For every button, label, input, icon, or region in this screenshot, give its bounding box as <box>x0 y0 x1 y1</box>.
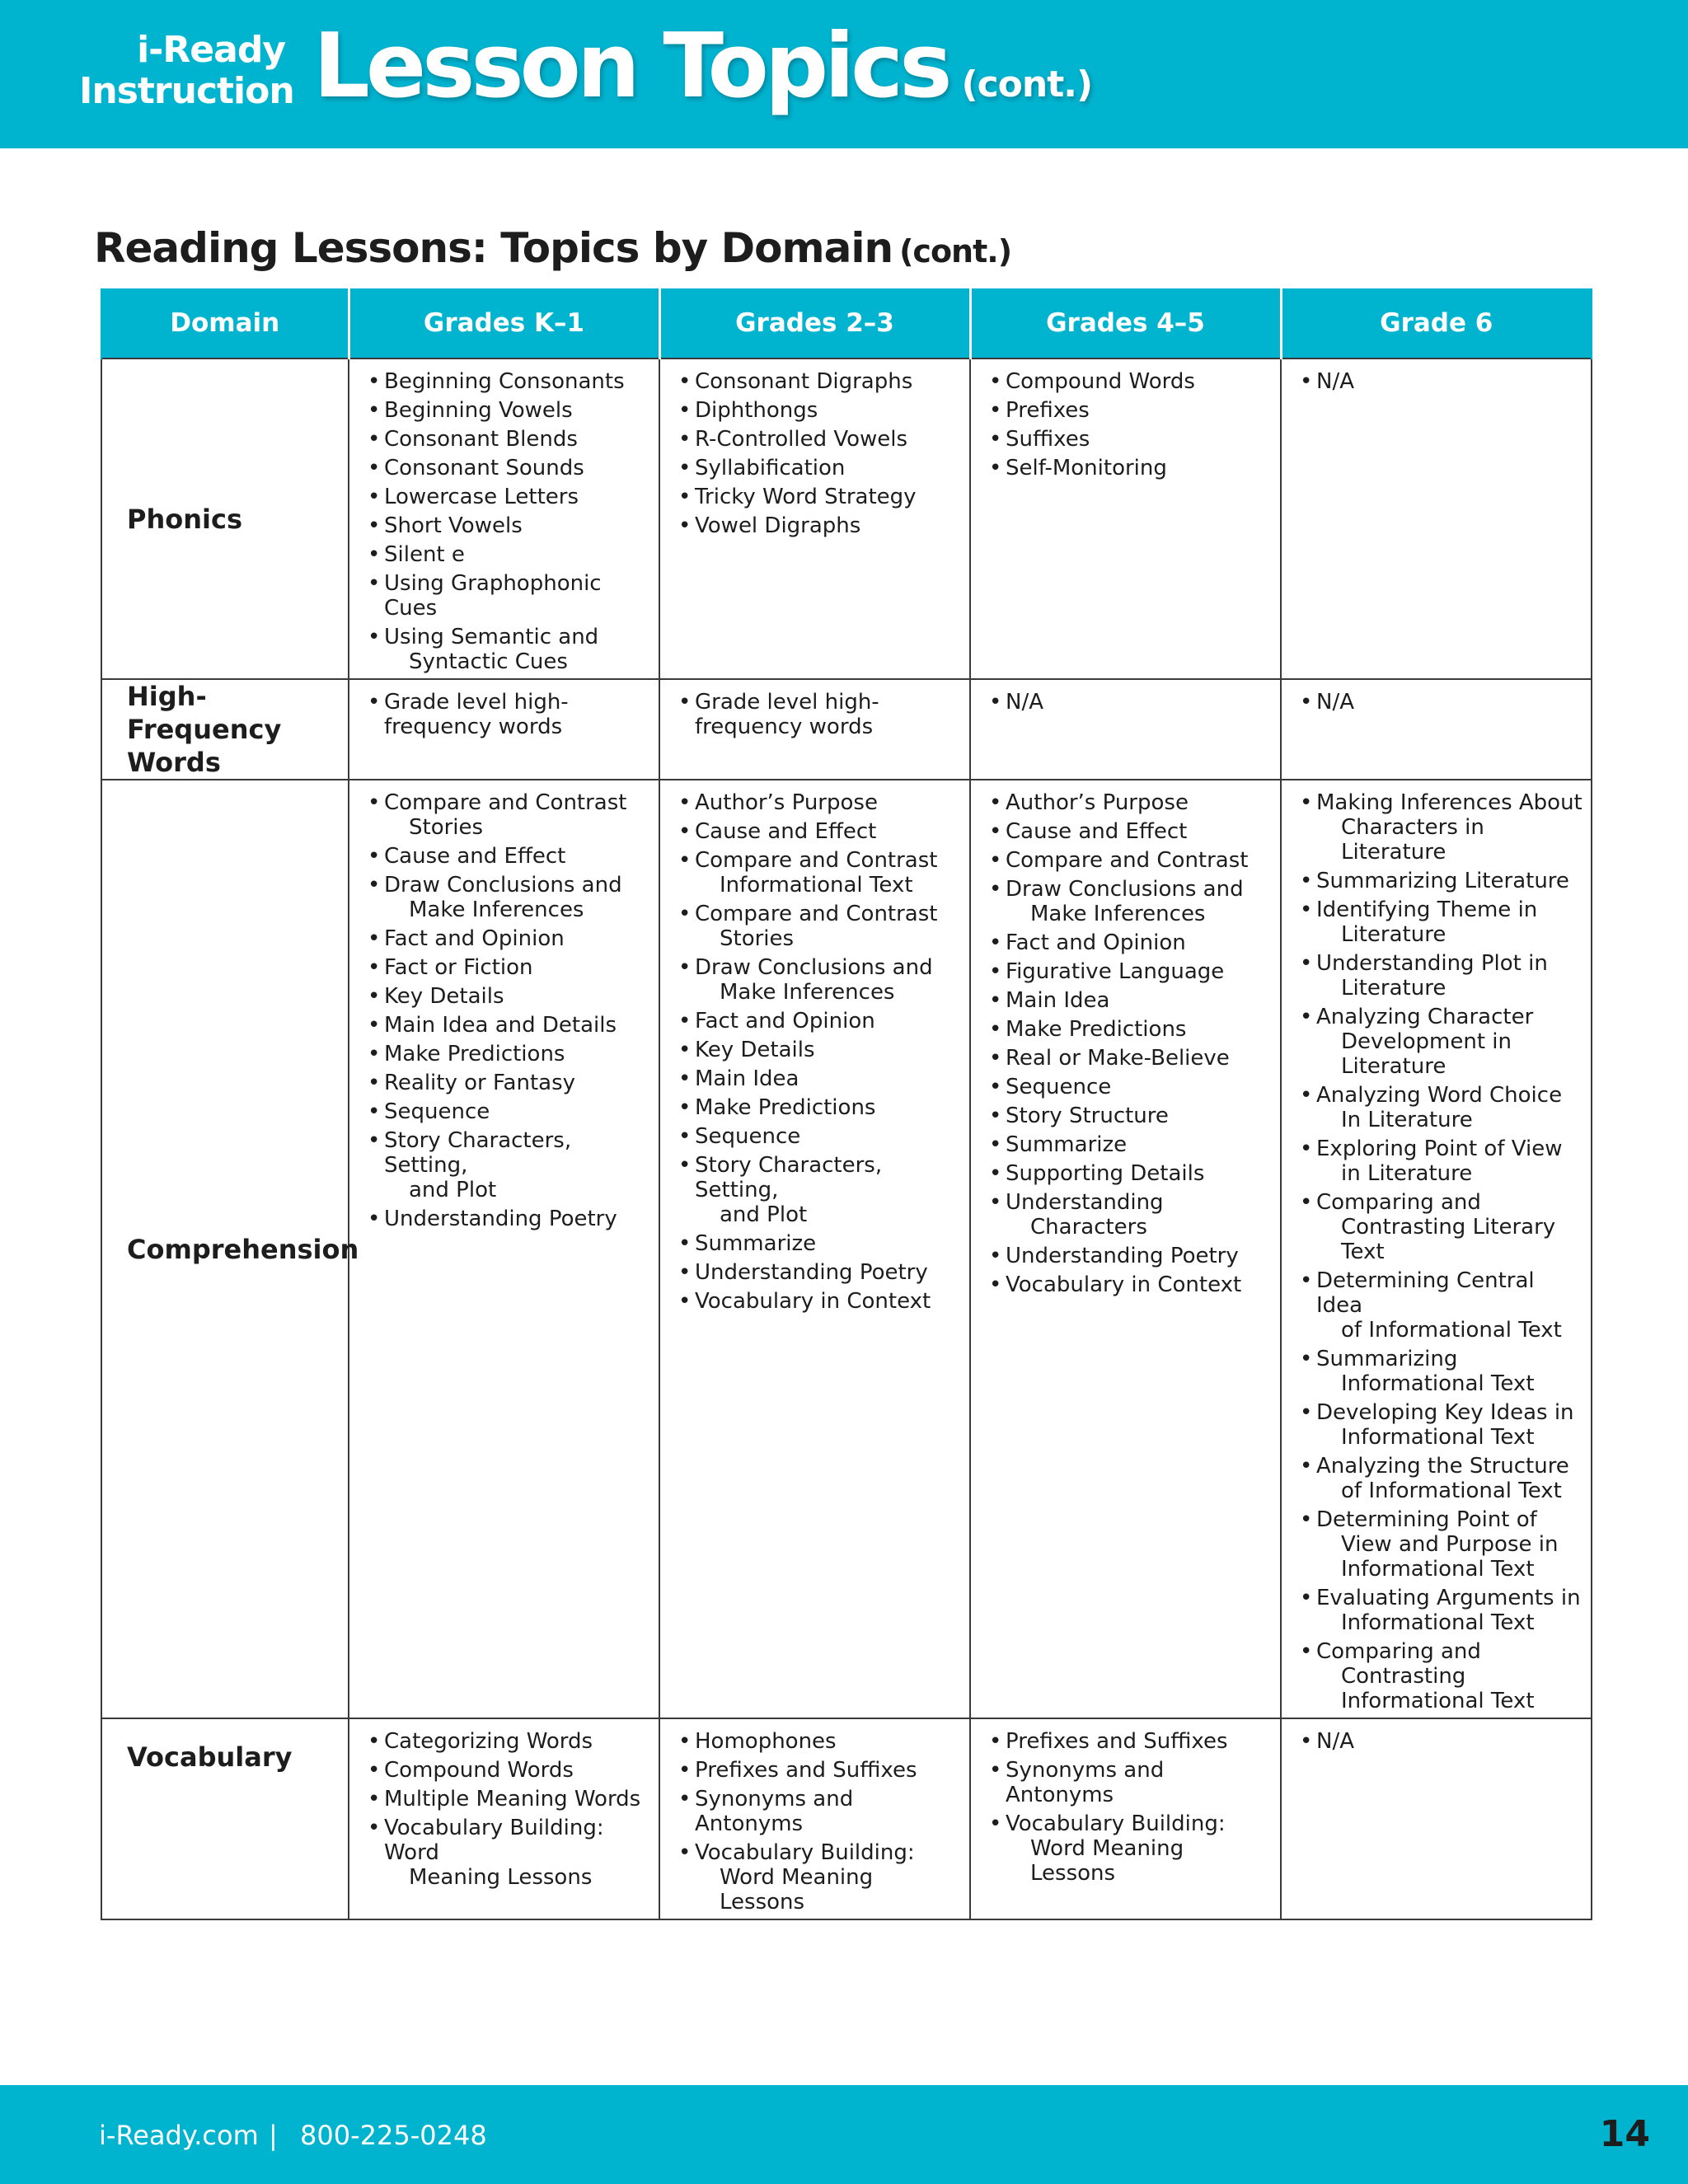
column-header-grades-2-3: Grades 2–3 <box>659 288 970 359</box>
topic-text: Fact and Opinion <box>1006 930 1186 955</box>
topic-item <box>678 1153 963 1227</box>
topic-text: Making Inferences About <box>1316 790 1582 815</box>
topic-text-continuation: and Plot <box>720 1202 808 1227</box>
topic-text-continuation: Make Inferences <box>720 980 895 1005</box>
topic-text: Make Predictions <box>695 1095 876 1120</box>
topic-text: Figurative Language <box>1006 959 1225 984</box>
topic-text-continuation: of Informational Text <box>1341 1318 1562 1343</box>
topic-text-continuation: Literature <box>1341 1054 1447 1079</box>
topic-item <box>678 1066 963 1091</box>
topic-text: Fact and Opinion <box>384 926 565 951</box>
topic-text: Syllabification <box>695 456 846 480</box>
topic-text: Compound Words <box>1006 369 1195 394</box>
topic-item <box>989 1811 1273 1886</box>
topic-text-continuation: Informational Text <box>1341 1689 1535 1713</box>
topic-text: Supporting Details <box>1006 1161 1205 1186</box>
column-header-grades-4-5: Grades 4–5 <box>970 288 1281 359</box>
table-row <box>101 780 1592 1718</box>
topic-item <box>368 955 652 980</box>
topic-text: Summarizing Literature <box>1316 869 1569 893</box>
topic-text: Consonant Digraphs <box>695 369 913 394</box>
topic-text-continuation: Informational Text <box>1341 1557 1535 1582</box>
topic-item <box>1300 1400 1584 1450</box>
topic-cell <box>349 679 659 780</box>
topic-item <box>368 625 652 674</box>
topic-text: Make Predictions <box>384 1042 565 1066</box>
topic-text: Sequence <box>384 1099 490 1124</box>
topic-item <box>1300 1639 1584 1713</box>
topic-item <box>989 1104 1273 1128</box>
topic-item <box>1300 1454 1584 1503</box>
topic-text: Synonyms and Antonyms <box>1006 1758 1165 1807</box>
topic-text: Using Graphophonic Cues <box>384 571 602 621</box>
topic-text: Key Details <box>384 984 504 1009</box>
topic-item <box>678 1095 963 1120</box>
topic-item <box>989 427 1273 452</box>
topic-item <box>678 1840 963 1915</box>
topic-item <box>989 1244 1273 1268</box>
topic-list <box>1282 680 1591 715</box>
topic-list <box>349 359 659 674</box>
topic-text-continuation: Literature <box>1341 976 1447 1001</box>
topic-text-continuation: Informational Text <box>1341 1425 1535 1450</box>
topic-text: Suffixes <box>1006 427 1090 452</box>
topic-item <box>678 369 963 394</box>
topic-text: Author’s Purpose <box>1006 790 1189 815</box>
page-title <box>313 15 1092 118</box>
topic-item <box>1300 1005 1584 1079</box>
topic-text: Comparing and <box>1316 1190 1481 1215</box>
topic-item <box>989 456 1273 480</box>
topic-item <box>678 1260 963 1285</box>
topic-text-continuation: Contrasting Literary <box>1341 1215 1556 1240</box>
page-title-main: Lesson Topics <box>313 15 949 118</box>
brand-line-2: Instruction <box>79 70 294 112</box>
topic-text: N/A <box>1006 690 1043 715</box>
table-row <box>101 1718 1592 1919</box>
topic-item <box>1300 1083 1584 1132</box>
topic-text: Draw Conclusions and <box>1006 877 1244 902</box>
topic-text: Main Idea <box>1006 988 1110 1013</box>
topic-list <box>971 1719 1280 1886</box>
topic-item <box>678 955 963 1005</box>
topic-item <box>989 369 1273 394</box>
brand-logo <box>79 29 294 112</box>
topic-text: Draw Conclusions and <box>695 955 933 980</box>
topic-text: Draw Conclusions and <box>384 873 622 898</box>
topic-text-continuation: Make Inferences <box>1030 902 1206 926</box>
topic-item <box>989 1190 1273 1240</box>
topic-text: N/A <box>1316 369 1354 394</box>
topic-item <box>989 877 1273 926</box>
topic-item <box>989 930 1273 955</box>
topic-item <box>1300 951 1584 1001</box>
topic-list <box>660 359 969 538</box>
section-title-suffix: (cont.) <box>899 233 1012 269</box>
footer-bar <box>0 2085 1688 2184</box>
topic-text: Consonant Blends <box>384 427 578 452</box>
topic-text: Prefixes <box>1006 398 1090 423</box>
topic-item <box>368 1816 652 1890</box>
topic-item <box>989 1046 1273 1071</box>
topic-text: R-Controlled Vowels <box>695 427 908 452</box>
topic-text: Grade level high-frequency words <box>695 690 879 739</box>
topic-cell <box>349 780 659 1718</box>
topic-item <box>989 1272 1273 1297</box>
topic-item <box>368 1128 652 1202</box>
topic-text: Beginning Consonants <box>384 369 625 394</box>
topic-text: Lowercase Letters <box>384 485 579 509</box>
topic-text: Vocabulary in Context <box>1006 1272 1242 1297</box>
topic-text: Compare and Contrast <box>695 848 938 873</box>
topic-text: Reality or Fantasy <box>384 1071 576 1095</box>
topic-text: Prefixes and Suffixes <box>1006 1729 1228 1754</box>
topic-item <box>368 398 652 423</box>
topic-text: Fact and Opinion <box>695 1009 875 1033</box>
topic-text: Story Characters, Setting, <box>384 1128 572 1178</box>
topic-item <box>678 1038 963 1062</box>
topic-cell <box>970 1718 1281 1919</box>
topic-item <box>1300 1507 1584 1582</box>
topic-text: Understanding Poetry <box>695 1260 928 1285</box>
topic-item <box>989 1758 1273 1807</box>
topic-text: N/A <box>1316 690 1354 715</box>
topic-list <box>349 680 659 739</box>
topic-cell <box>659 359 970 679</box>
topic-list <box>1282 780 1591 1713</box>
topic-text: Understanding Poetry <box>1006 1244 1239 1268</box>
topic-text: Compare and Contrast <box>695 902 938 926</box>
topic-item <box>678 1787 963 1836</box>
topic-item <box>678 819 963 844</box>
topic-item <box>678 1289 963 1314</box>
topic-text-continuation: Word Meaning Lessons <box>720 1865 874 1915</box>
topic-item <box>368 690 652 739</box>
topic-cell <box>1281 679 1592 780</box>
topic-text: Determining Point of <box>1316 1507 1537 1532</box>
page-title-suffix: (cont.) <box>961 63 1093 105</box>
topic-text: Grade level high-frequency words <box>384 690 569 739</box>
topic-item <box>678 902 963 951</box>
topic-text: Main Idea <box>695 1066 799 1091</box>
topic-item <box>989 398 1273 423</box>
topic-item <box>678 427 963 452</box>
topic-list <box>971 680 1280 715</box>
topic-text-continuation: Characters <box>1030 1215 1147 1240</box>
topic-text: Vowel Digraphs <box>695 513 861 538</box>
topic-item <box>368 513 652 538</box>
topic-text: Cause and Effect <box>695 819 877 844</box>
topic-cell <box>349 1718 659 1919</box>
topic-text: Consonant Sounds <box>384 456 584 480</box>
topic-text: Prefixes and Suffixes <box>695 1758 917 1783</box>
topic-text: Determining Central Idea <box>1316 1268 1535 1318</box>
topic-list <box>349 780 659 1231</box>
topic-text: Analyzing Word Choice <box>1316 1083 1563 1108</box>
topic-text-continuation: View and Purpose in <box>1341 1532 1559 1557</box>
topic-cell <box>659 679 970 780</box>
topic-list <box>1282 359 1591 394</box>
topic-item <box>989 1017 1273 1042</box>
header-banner <box>0 0 1688 148</box>
topic-text: Cause and Effect <box>1006 819 1188 844</box>
topic-item <box>1300 1347 1584 1396</box>
topic-item <box>1300 369 1584 394</box>
topic-text: Comparing and <box>1316 1639 1481 1664</box>
topic-text: Summarize <box>1006 1132 1128 1157</box>
topic-item <box>678 848 963 898</box>
table-header-row <box>101 288 1592 359</box>
topic-list <box>660 680 969 739</box>
topic-text: Cause and Effect <box>384 844 566 869</box>
topic-text: Analyzing Character <box>1316 1005 1534 1029</box>
topic-text: Compound Words <box>384 1758 574 1783</box>
topic-text: Real or Make-Believe <box>1006 1046 1230 1071</box>
topic-item <box>368 1729 652 1754</box>
topic-text: Sequence <box>695 1124 801 1149</box>
topic-text: Compare and Contrast <box>384 790 627 815</box>
topic-item <box>989 988 1273 1013</box>
topic-text-continuation: Make Inferences <box>409 898 584 922</box>
topic-item <box>1300 1137 1584 1186</box>
topic-cell <box>1281 780 1592 1718</box>
topic-text: Evaluating Arguments in <box>1316 1586 1581 1610</box>
topic-text: Synonyms and Antonyms <box>695 1787 854 1836</box>
topic-text-continuation: Stories <box>409 815 484 840</box>
topic-text-continuation: and Plot <box>409 1178 497 1202</box>
domain-label: Vocabulary <box>101 1718 349 1919</box>
topic-item <box>368 571 652 621</box>
domain-label: High-Frequency Words <box>101 679 349 780</box>
topic-text-continuation: Informational Text <box>1341 1371 1535 1396</box>
topic-item <box>989 790 1273 815</box>
column-header-grades-k-1: Grades K–1 <box>349 288 659 359</box>
topic-item <box>989 959 1273 984</box>
topic-item <box>368 1207 652 1231</box>
column-header-grade-6: Grade 6 <box>1281 288 1592 359</box>
topic-item <box>368 844 652 869</box>
topic-text: Vocabulary Building: <box>695 1840 915 1865</box>
topic-text: Developing Key Ideas in <box>1316 1400 1574 1425</box>
topic-text: Main Idea and Details <box>384 1013 617 1038</box>
domain-label: Phonics <box>101 359 349 679</box>
topic-text-continuation: Informational Text <box>720 873 913 898</box>
topic-text-continuation: Contrasting <box>1341 1664 1466 1689</box>
topic-item <box>368 427 652 452</box>
topic-text-continuation: Syntactic Cues <box>409 649 568 674</box>
topic-item <box>989 1132 1273 1157</box>
topic-text: Self-Monitoring <box>1006 456 1167 480</box>
topic-item <box>678 1231 963 1256</box>
topic-item <box>678 1124 963 1149</box>
topic-text: Vocabulary in Context <box>695 1289 931 1314</box>
topic-item <box>678 456 963 480</box>
topic-item <box>678 1729 963 1754</box>
phone-number[interactable]: 800-225-0248 <box>300 2120 487 2151</box>
topic-text: Categorizing Words <box>384 1729 593 1754</box>
brand-line-1: i-Ready <box>137 29 285 71</box>
topic-cell <box>349 359 659 679</box>
table-row <box>101 679 1592 780</box>
topic-text: Diphthongs <box>695 398 818 423</box>
topic-item <box>678 513 963 538</box>
topic-item <box>368 1787 652 1811</box>
topic-cell <box>659 1718 970 1919</box>
topics-table <box>101 288 1592 1920</box>
section-title-main: Reading Lessons: Topics by Domain <box>94 224 893 272</box>
domain-label: Comprehension <box>101 780 349 1718</box>
topic-item <box>368 873 652 922</box>
topic-item <box>678 690 963 739</box>
topic-text: Analyzing the Structure <box>1316 1454 1569 1479</box>
topic-text-continuation: of Informational Text <box>1341 1479 1562 1503</box>
website-link[interactable]: i-Ready.com <box>99 2120 259 2151</box>
topic-item <box>368 1099 652 1124</box>
topic-item <box>368 926 652 951</box>
topic-item <box>368 984 652 1009</box>
topic-item <box>368 456 652 480</box>
topic-item <box>368 1042 652 1066</box>
topic-text: Identifying Theme in <box>1316 898 1538 922</box>
topic-item <box>368 790 652 840</box>
topic-text: Sequence <box>1006 1075 1112 1099</box>
topic-item <box>368 1071 652 1095</box>
topic-text: Summarize <box>695 1231 817 1256</box>
topic-text: Exploring Point of View <box>1316 1137 1563 1161</box>
topic-text: Story Structure <box>1006 1104 1169 1128</box>
topic-item <box>368 1758 652 1783</box>
topic-text: Vocabulary Building: Word <box>384 1816 604 1865</box>
topic-text: Understanding Plot in <box>1316 951 1548 976</box>
topic-text: Vocabulary Building: <box>1006 1811 1226 1836</box>
topic-item <box>989 690 1273 715</box>
topic-item <box>368 485 652 509</box>
topic-text-continuation: Text <box>1341 1240 1385 1264</box>
topic-text-continuation: Development in <box>1341 1029 1512 1054</box>
column-header-domain: Domain <box>101 288 349 359</box>
topic-item <box>1300 1586 1584 1635</box>
topic-list <box>971 780 1280 1297</box>
topic-text-continuation: in Literature <box>1341 1161 1473 1186</box>
topic-item <box>678 1758 963 1783</box>
topic-text: Silent e <box>384 542 465 567</box>
topic-list <box>1282 1719 1591 1754</box>
topic-cell <box>659 780 970 1718</box>
topic-text: Short Vowels <box>384 513 523 538</box>
topic-text: Tricky Word Strategy <box>695 485 917 509</box>
topic-text: Using Semantic and <box>384 625 599 649</box>
topic-text: Compare and Contrast <box>1006 848 1249 873</box>
topic-cell <box>1281 1718 1592 1919</box>
topic-text: Summarizing <box>1316 1347 1458 1371</box>
topic-item <box>1300 1190 1584 1264</box>
topic-text: Beginning Vowels <box>384 398 573 423</box>
topic-text: Fact or Fiction <box>384 955 533 980</box>
topic-text: Key Details <box>695 1038 815 1062</box>
topic-item <box>368 542 652 567</box>
topic-item <box>678 1009 963 1033</box>
topic-item <box>368 369 652 394</box>
topic-list <box>660 780 969 1314</box>
topic-text-continuation: Meaning Lessons <box>409 1865 593 1890</box>
topic-item <box>678 790 963 815</box>
table-row <box>101 359 1592 679</box>
topic-cell <box>1281 359 1592 679</box>
topic-text-continuation: In Literature <box>1341 1108 1473 1132</box>
topic-item <box>1300 869 1584 893</box>
topic-cell <box>970 780 1281 1718</box>
topic-cell <box>970 359 1281 679</box>
topic-item <box>1300 1268 1584 1343</box>
topic-text: Story Characters, Setting, <box>695 1153 883 1202</box>
section-title <box>94 224 1011 272</box>
topic-text: Author’s Purpose <box>695 790 878 815</box>
topic-item <box>989 848 1273 873</box>
topic-text: N/A <box>1316 1729 1354 1754</box>
topic-item <box>678 485 963 509</box>
topic-item <box>1300 898 1584 947</box>
topic-list <box>971 359 1280 480</box>
topic-text-continuation: Informational Text <box>1341 1610 1535 1635</box>
page-number: 14 <box>1599 2113 1650 2155</box>
topic-text: Homophones <box>695 1729 837 1754</box>
topic-item <box>368 1013 652 1038</box>
footer-separator: | <box>269 2120 278 2151</box>
topic-cell <box>970 679 1281 780</box>
topic-item <box>1300 690 1584 715</box>
topic-text: Make Predictions <box>1006 1017 1187 1042</box>
topic-text-continuation: Word Meaning Lessons <box>1030 1836 1184 1886</box>
topic-text-continuation: Characters in Literature <box>1341 815 1484 865</box>
topic-item <box>1300 790 1584 865</box>
topic-item <box>989 1729 1273 1754</box>
topic-item <box>989 1075 1273 1099</box>
topic-item <box>989 1161 1273 1186</box>
topic-text: Understanding Poetry <box>384 1207 617 1231</box>
topic-item <box>1300 1729 1584 1754</box>
topic-text-continuation: Literature <box>1341 922 1447 947</box>
topic-item <box>678 398 963 423</box>
topic-text: Understanding <box>1006 1190 1164 1215</box>
topic-text: Multiple Meaning Words <box>384 1787 641 1811</box>
topic-list <box>660 1719 969 1915</box>
topic-list <box>349 1719 659 1890</box>
topic-item <box>989 819 1273 844</box>
topic-text-continuation: Stories <box>720 926 795 951</box>
